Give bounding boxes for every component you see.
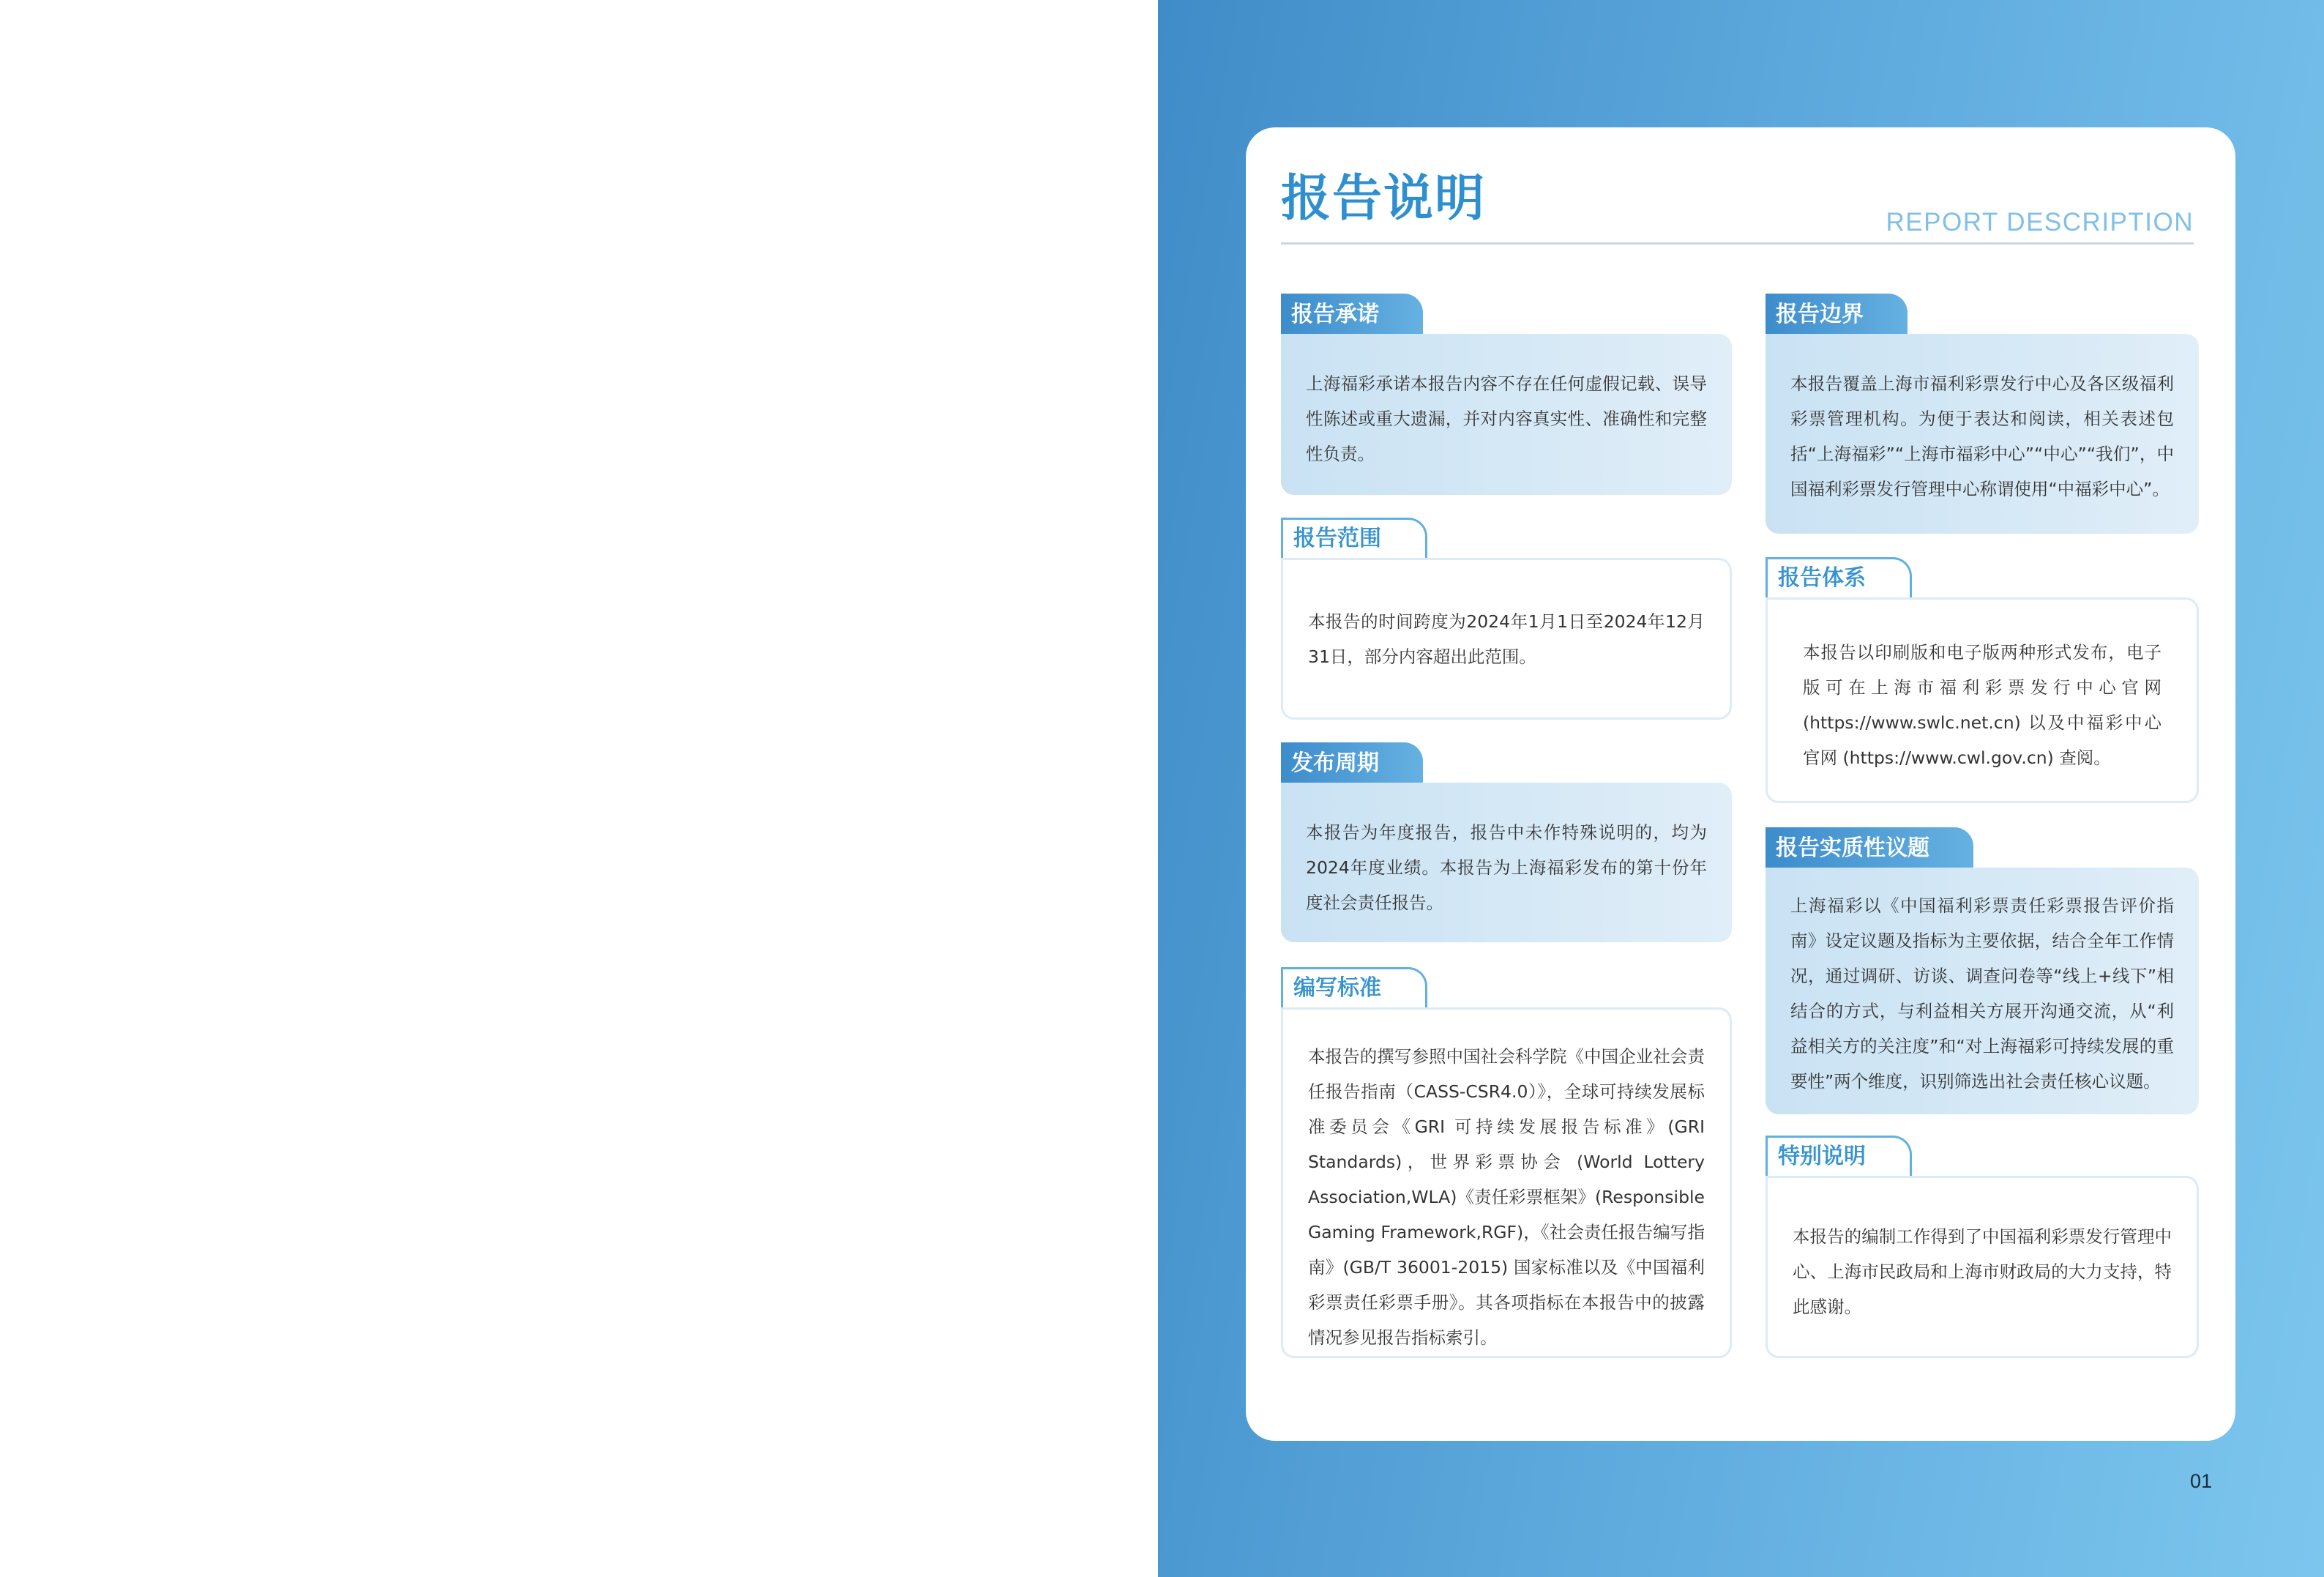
section-materiality (1766, 827, 2199, 1114)
section-body-boundary: 本报告覆盖上海市福利彩票发行中心及各区级福利彩票管理机构。为便于表达和阅读，相关表述包括“上海福彩”“上海市福彩中心”“中心”“我们”，中国福利彩票发行管理中心称谓使用“中福彩中心”。 (1766, 334, 2199, 534)
section-body-cycle: 本报告为年度报告，报告中未作特殊说明的，均为2024年度业绩。本报告为上海福彩发布的第十份年度社会责任报告。 (1281, 783, 1732, 942)
section-cycle (1281, 742, 1732, 942)
section-title-scope: 报告范围 (1281, 518, 1427, 559)
title-divider (1281, 242, 2194, 245)
section-system (1766, 557, 2199, 803)
section-body-scope: 本报告的时间跨度为2024年1月1日至2024年12月31日，部分内容超出此范围。 (1281, 558, 1732, 720)
section-title-boundary: 报告边界 (1766, 294, 1908, 335)
section-body-standards: 本报告的撰写参照中国社会科学院《中国企业社会责任报告指南（CASS-CSR4.0）》，全球可持续发展标准委员会《GRI 可持续发展报告标准》(GRI Standards)，世界彩票协会 (World Lottery Association,WLA)《责任彩票框架》(Responsible Gaming Framework,RGF)，《社会责任报告编写指南》(GB/T 36001-2015) 国家标准以及《中国福利彩票责任彩票手册》。其各项指标在本报告中的披露情况参见报告指标索引。 (1281, 1007, 1732, 1358)
left-blank-page (0, 0, 1158, 1577)
section-body-special: 本报告的编制工作得到了中国福利彩票发行管理中心、上海市民政局和上海市财政局的大力支持，特此感谢。 (1766, 1176, 2199, 1358)
page-subtitle-en: REPORT DESCRIPTION (1886, 208, 2194, 236)
section-body-materiality: 上海福彩以《中国福利彩票责任彩票报告评价指南》设定议题及指标为主要依据，结合全年工作情况，通过调研、访谈、调查问卷等“线上+线下”相结合的方式，与利益相关方展开沟通交流，从“利益相关方的关注度”和“对上海福彩可持续发展的重要性”两个维度，识别筛选出社会责任核心议题。 (1766, 868, 2199, 1114)
section-body-system: 本报告以印刷版和电子版两种形式发布，电子版可在上海市福利彩票发行中心官网 (https://www.swlc.net.cn) 以及中福彩中心官网 (https://www.cwl.gov.cn) 查阅。 (1766, 597, 2199, 803)
section-standards (1281, 967, 1732, 1358)
section-title-cycle: 发布周期 (1281, 742, 1423, 784)
section-boundary (1766, 294, 2199, 534)
section-title-special: 特别说明 (1766, 1136, 1912, 1177)
section-title-commitment: 报告承诺 (1281, 294, 1423, 335)
page-number: 01 (2190, 1470, 2213, 1492)
section-title-materiality: 报告实质性议题 (1766, 827, 1973, 869)
section-title-system: 报告体系 (1766, 557, 1912, 599)
page-title: 报告说明 (1281, 170, 1487, 228)
section-special (1766, 1136, 2199, 1358)
section-scope (1281, 518, 1732, 720)
section-title-standards: 编写标准 (1281, 967, 1427, 1009)
section-commitment (1281, 294, 1732, 495)
section-body-commitment: 上海福彩承诺本报告内容不存在任何虚假记载、误导性陈述或重大遗漏，并对内容真实性、准确性和完整性负责。 (1281, 334, 1732, 495)
